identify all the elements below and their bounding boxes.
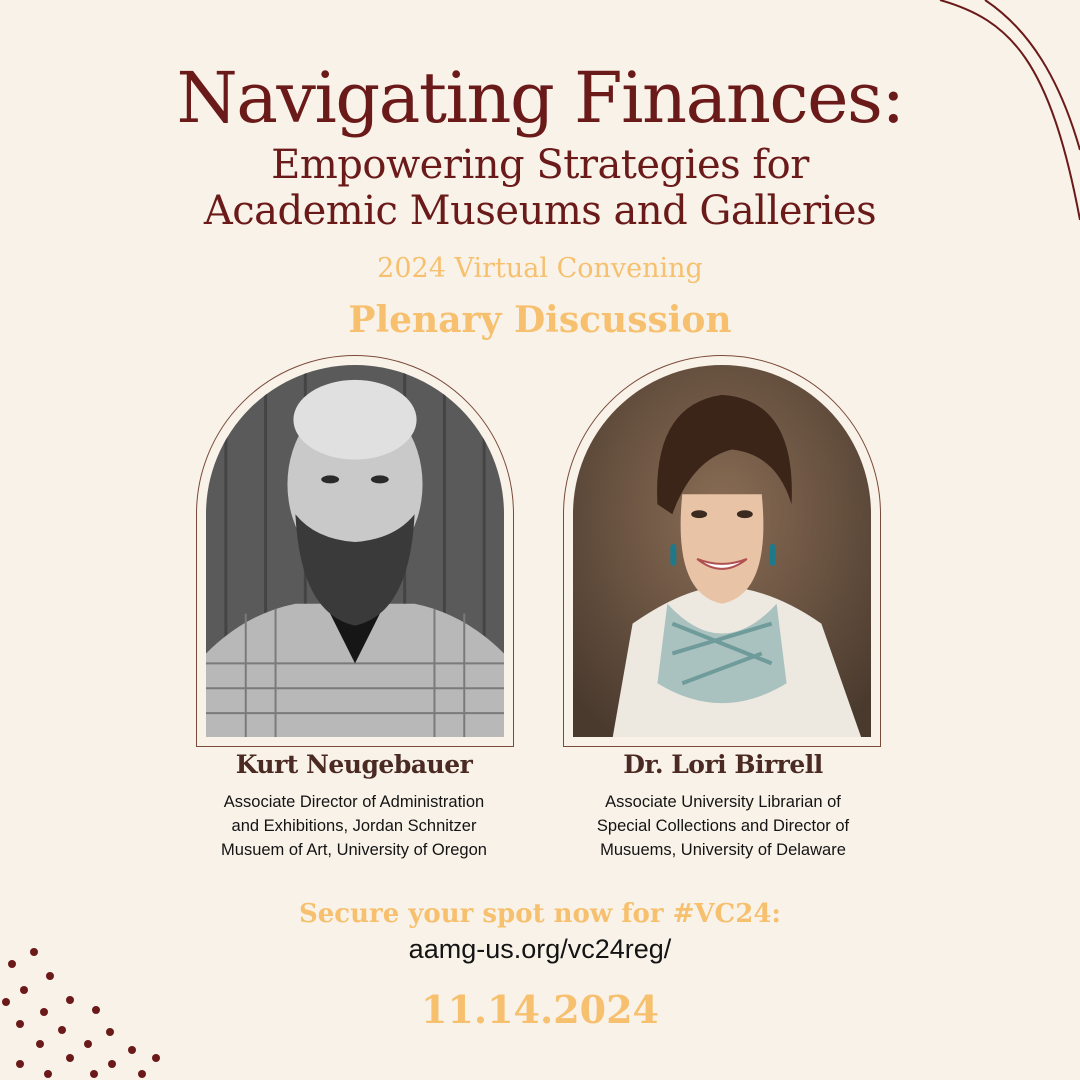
portrait-photo bbox=[206, 365, 504, 737]
speaker-1-role-line: Associate Director of Administration bbox=[223, 793, 485, 811]
speaker-2-name: Dr. Lori Birrell bbox=[623, 750, 823, 779]
speaker-1-photo bbox=[206, 365, 504, 737]
speaker-1-role-line: Musuem of Art, University of Oregon bbox=[221, 841, 487, 859]
title-subtitle-line-2: Academic Museums and Galleries bbox=[203, 188, 877, 234]
title-subtitle bbox=[0, 142, 1080, 234]
speaker-1-photo-frame bbox=[196, 355, 514, 747]
speaker-1-role-line: and Exhibitions, Jordan Schnitzer bbox=[231, 817, 477, 835]
speaker-2-role bbox=[543, 790, 903, 862]
registration-url[interactable]: aamg-us.org/vc24reg/ bbox=[408, 934, 672, 964]
speaker-1-name: Kurt Neugebauer bbox=[235, 750, 473, 779]
title-subtitle-line-1: Empowering Strategies for bbox=[271, 142, 809, 188]
speaker-2-photo-frame bbox=[563, 355, 881, 747]
event-date: 11.14.2024 bbox=[421, 987, 659, 1032]
speaker-2-role-line: Musuems, University of Delaware bbox=[600, 841, 846, 859]
portrait-photo bbox=[573, 365, 871, 737]
event-name: 2024 Virtual Convening bbox=[377, 253, 703, 284]
speaker-1-role bbox=[174, 790, 534, 862]
speaker-2-photo bbox=[573, 365, 871, 737]
speaker-2-role-line: Special Collections and Director of bbox=[596, 817, 850, 835]
session-type: Plenary Discussion bbox=[348, 299, 732, 341]
registration-cta: Secure your spot now for #VC24: bbox=[298, 899, 782, 929]
title-main: Navigating Finances: bbox=[176, 57, 904, 139]
speaker-2-role-line: Associate University Librarian of bbox=[605, 793, 841, 811]
